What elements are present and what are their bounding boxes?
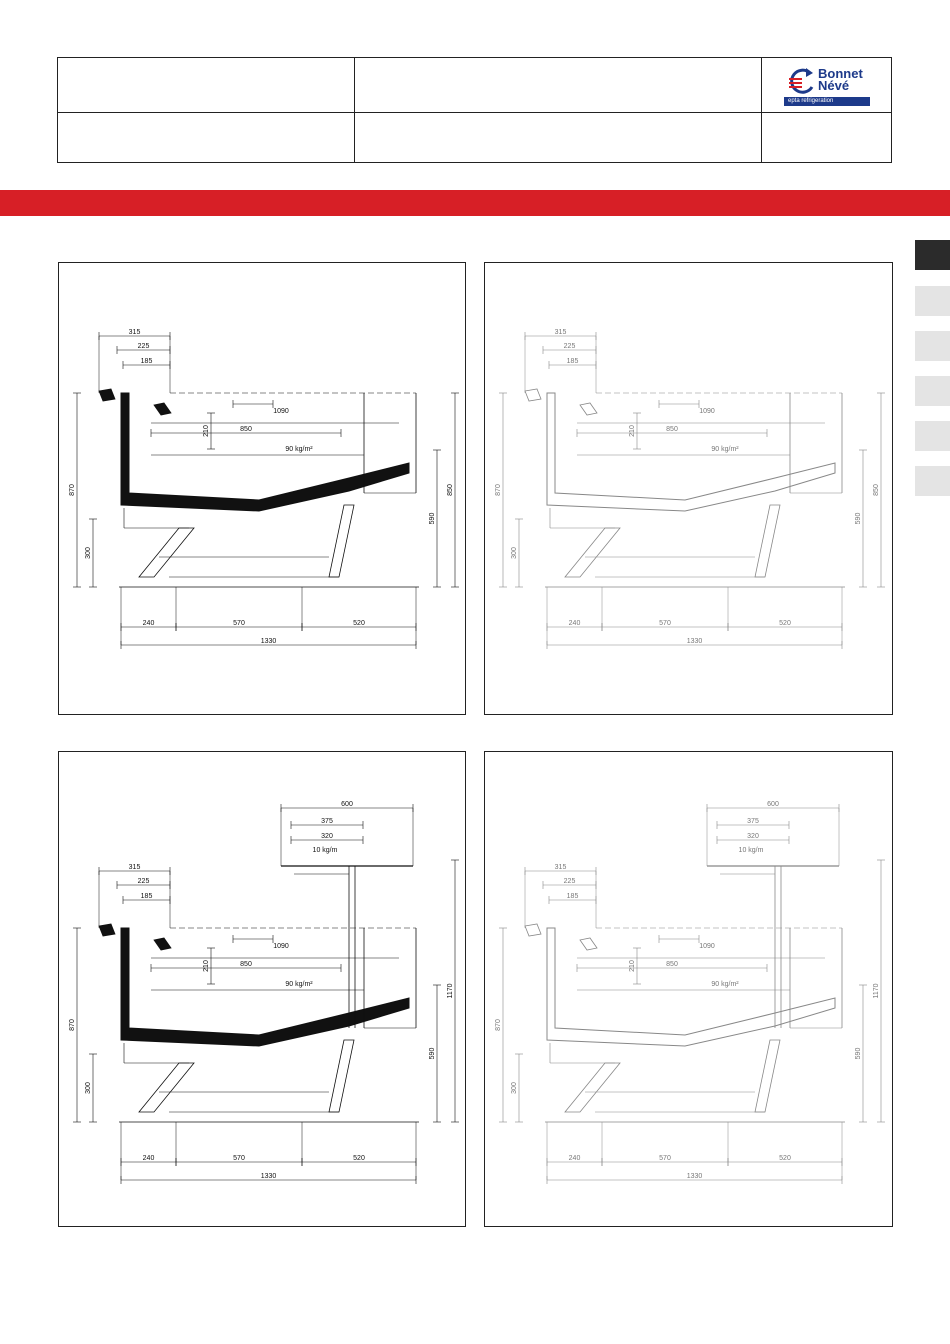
dimension-label: 570 xyxy=(659,1155,671,1162)
dimension-label: 600 xyxy=(767,801,779,808)
dimension-label: 90 kg/m² xyxy=(711,446,739,453)
leg-front xyxy=(139,528,194,577)
dimension-label: 570 xyxy=(659,620,671,627)
leg-back xyxy=(329,1040,354,1112)
side-tab[interactable] xyxy=(915,466,950,496)
dimension-label: 375 xyxy=(321,818,333,825)
dimension-label: 850 xyxy=(666,961,678,968)
dimension-label: 315 xyxy=(128,864,141,871)
dimension-label: 90 kg/m² xyxy=(285,981,313,988)
brand-logo xyxy=(784,64,870,106)
dimension-label: 10 kg/m xyxy=(312,847,338,854)
back-profile xyxy=(580,403,597,415)
dimension-label: 850 xyxy=(447,484,454,496)
dimension-label: 315 xyxy=(554,329,567,336)
dimension-label: 850 xyxy=(666,426,678,433)
brand-name-line2: Névé xyxy=(818,78,850,93)
dimension-label: 210 xyxy=(203,960,210,972)
dimension-label: 590 xyxy=(429,512,436,525)
brand-mark-icon xyxy=(786,65,820,97)
drawing-panel-3 xyxy=(58,751,466,1227)
dimension-label: 1330 xyxy=(260,1173,277,1180)
dimension-label: 520 xyxy=(779,620,791,627)
drawing-panel-4 xyxy=(484,751,893,1227)
dimension-label: 225 xyxy=(563,343,576,350)
dimension-label: 850 xyxy=(873,484,880,496)
brand-tagline: epta refrigeration xyxy=(788,98,834,104)
dimension-label: 1090 xyxy=(273,408,289,415)
leg-front xyxy=(565,528,620,577)
dimension-label: 185 xyxy=(140,358,153,365)
dimension-label: 300 xyxy=(85,547,92,559)
dimension-label: 1090 xyxy=(699,408,715,415)
dimension-label: 870 xyxy=(495,1019,502,1031)
section-drawing xyxy=(59,263,465,714)
side-tab[interactable] xyxy=(915,286,950,316)
dimension-label: 375 xyxy=(747,818,759,825)
dimension-label: 225 xyxy=(563,878,576,885)
dimension-label: 590 xyxy=(429,1047,436,1060)
dimension-label: 240 xyxy=(142,620,155,627)
dimension-label: 570 xyxy=(233,1155,245,1162)
title-block-divider xyxy=(761,58,762,162)
front-profile xyxy=(525,389,541,401)
dimension-label: 10 kg/m xyxy=(738,847,764,854)
back-profile xyxy=(154,938,171,950)
leg-back xyxy=(755,505,780,577)
dimension-label: 320 xyxy=(747,833,759,840)
dimension-label: 225 xyxy=(137,878,150,885)
dimension-label: 520 xyxy=(779,1155,791,1162)
leg-back xyxy=(329,505,354,577)
dimension-label: 300 xyxy=(511,1082,518,1094)
back-profile xyxy=(580,938,597,950)
dimension-label: 1170 xyxy=(873,983,880,999)
brand-name-line1: Bonnet xyxy=(818,66,863,81)
section-band xyxy=(0,190,950,216)
dimension-label: 850 xyxy=(240,426,252,433)
dimension-label: 240 xyxy=(568,620,581,627)
cabinet-body xyxy=(547,928,835,1046)
side-tab[interactable] xyxy=(915,331,950,361)
front-profile xyxy=(525,924,541,936)
dimension-label: 320 xyxy=(321,833,333,840)
dimension-label: 870 xyxy=(69,1019,76,1031)
dimension-label: 225 xyxy=(137,343,150,350)
dimension-label: 1090 xyxy=(699,943,715,950)
dimension-label: 590 xyxy=(855,1047,862,1060)
side-tab[interactable] xyxy=(915,421,950,451)
dimension-label: 315 xyxy=(554,864,567,871)
side-tab[interactable] xyxy=(915,376,950,406)
section-drawing xyxy=(59,752,465,1226)
dimension-label: 185 xyxy=(140,893,153,900)
dimension-label: 1330 xyxy=(686,638,703,645)
dimension-label: 1330 xyxy=(260,638,277,645)
title-block-divider xyxy=(354,58,355,162)
dimension-label: 240 xyxy=(142,1155,155,1162)
dimension-label: 1170 xyxy=(447,983,454,999)
leg-back xyxy=(755,1040,780,1112)
dimension-label: 850 xyxy=(240,961,252,968)
dimension-label: 520 xyxy=(353,620,365,627)
title-block-divider xyxy=(58,112,891,113)
dimension-label: 520 xyxy=(353,1155,365,1162)
dimension-label: 1090 xyxy=(273,943,289,950)
brand-name xyxy=(818,68,863,92)
leg-front xyxy=(565,1063,620,1112)
dimension-label: 90 kg/m² xyxy=(711,981,739,988)
dimension-label: 315 xyxy=(128,329,141,336)
side-tab[interactable] xyxy=(915,240,950,270)
dimension-label: 185 xyxy=(566,358,579,365)
dimension-label: 590 xyxy=(855,512,862,525)
dimension-label: 600 xyxy=(341,801,353,808)
title-block xyxy=(57,57,892,163)
dimension-label: 185 xyxy=(566,893,579,900)
leg-front xyxy=(139,1063,194,1112)
dimension-label: 870 xyxy=(69,484,76,496)
front-profile xyxy=(99,389,115,401)
back-profile xyxy=(154,403,171,415)
dimension-label: 1330 xyxy=(686,1173,703,1180)
section-drawing xyxy=(485,752,892,1226)
dimension-label: 300 xyxy=(511,547,518,559)
dimension-label: 870 xyxy=(495,484,502,496)
dimension-label: 570 xyxy=(233,620,245,627)
dimension-label: 240 xyxy=(568,1155,581,1162)
dimension-label: 210 xyxy=(629,425,636,437)
front-profile xyxy=(99,924,115,936)
dimension-label: 210 xyxy=(629,960,636,972)
drawing-panel-2 xyxy=(484,262,893,715)
dimension-label: 300 xyxy=(85,1082,92,1094)
dimension-label: 210 xyxy=(203,425,210,437)
section-drawing xyxy=(485,263,892,714)
dimension-label: 90 kg/m² xyxy=(285,446,313,453)
drawing-panel-1 xyxy=(58,262,466,715)
